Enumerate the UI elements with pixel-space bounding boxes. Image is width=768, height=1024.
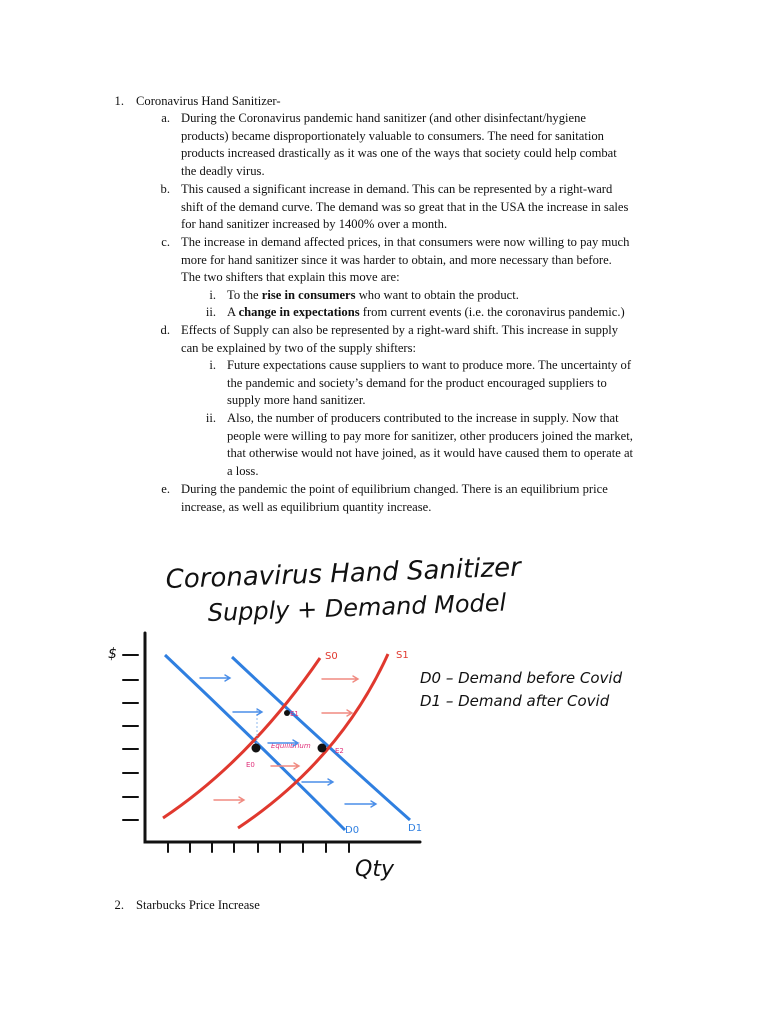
q1e-line-1: During the pandemic the point of equilibrium changed. There is an equilibrium price <box>181 482 608 496</box>
q1d-ii-line-4: a loss. <box>227 463 259 478</box>
q1e-line-2: increase, as well as equilibrium quantity increase. <box>181 499 432 514</box>
q1d-ii-line-1: Also, the number of producers contributed to the increase in supply. Now that <box>227 411 619 425</box>
x-axis-label: Qty <box>355 857 394 882</box>
q1d-i-line-2: the pandemic and society’s demand for the product encouraged suppliers to <box>227 375 607 390</box>
supply-curve-s0 <box>163 658 320 818</box>
q1b-line-3: for hand sanitizer increased by 1400% over a month. <box>181 217 448 231</box>
demand-shift-arrows <box>200 675 376 807</box>
q1c-marker: c. <box>161 235 170 249</box>
q1c-line-3: The two shifters that explain this move are: <box>181 270 400 284</box>
q1d-marker: d. <box>160 323 170 337</box>
q1e-marker: e. <box>161 482 170 496</box>
q1b-line-2: shift of the demand curve. The demand was so great that in the USA the increase in sales <box>181 199 629 214</box>
legend-d0: D0 – Demand before Covid <box>420 669 623 687</box>
q1a-line-3: products increased drastically as it was one of the ways that society could help combat <box>181 146 617 160</box>
chart-axes <box>145 633 423 842</box>
label-e1: E1 <box>290 710 299 718</box>
y-axis-label: $ <box>108 646 117 662</box>
q1c-ii-text: A change in expectations from current events (i.e. the coronavirus pandemic.) <box>227 305 625 319</box>
q1d-ii-line-2: people were willing to pay more for sanitizer, other producers joined the market, <box>227 428 633 443</box>
q1d-line-1: Effects of Supply can also be represented by a right-ward shift. This increase in supply <box>181 323 619 337</box>
q2-number: 2. <box>114 898 124 912</box>
q1c-line-2: more for hand sanitizer since it was harder to obtain, and more necessary than before. <box>181 252 612 267</box>
legend-d1: D1 – Demand after Covid <box>420 692 610 710</box>
y-axis-ticks <box>123 655 138 820</box>
q1d-ii-line-3: that otherwise would not have joined, as it would have caused them to operate at <box>227 446 634 460</box>
q1a-line-4: the deadly virus. <box>181 163 265 178</box>
label-e0: E0 <box>246 761 255 769</box>
q1c-i-text: To the rise in consumers who want to obtain the product. <box>227 288 519 302</box>
q1c-i-marker: i. <box>209 288 216 302</box>
label-d0: D0 <box>345 825 360 836</box>
q1b-marker: b. <box>160 182 170 196</box>
label-s0: S0 <box>325 651 338 662</box>
q1a-line-2: products) became disproportionately valuable to consumers. The need for sanitation <box>181 128 604 143</box>
q1d-i-line-1: Future expectations cause suppliers to want to produce more. The uncertainty of <box>227 358 632 372</box>
q1-title: Coronavirus Hand Sanitizer- <box>136 94 281 108</box>
q2-title: Starbucks Price Increase <box>136 898 260 912</box>
label-e2: E2 <box>335 747 344 755</box>
sketch-title-line1: Coronavirus Hand Sanitizer <box>165 552 522 595</box>
demand-curve-d1 <box>232 657 410 820</box>
supply-curve-s1 <box>238 654 388 828</box>
q1b-line-1: This caused a significant increase in demand. This can be represented by a right-ward <box>181 182 613 196</box>
point-e2 <box>318 744 327 753</box>
q1d-ii-marker: ii. <box>205 411 216 425</box>
q1-number: 1. <box>114 94 124 108</box>
q1d-i-line-3: supply more hand sanitizer. <box>227 393 366 407</box>
label-d1: D1 <box>408 823 423 834</box>
point-e0 <box>252 744 261 753</box>
demand-curve-d0 <box>165 655 345 830</box>
q1d-i-marker: i. <box>209 358 216 372</box>
q1a-marker: a. <box>161 111 170 125</box>
equilibrium-note: Equilibrium <box>271 742 311 750</box>
q1a-line-1: During the Coronavirus pandemic hand sanitizer (and other disinfectant/hygiene <box>181 111 586 125</box>
q1d-line-2: can be explained by two of the supply shifters: <box>181 340 417 355</box>
label-s1: S1 <box>396 650 409 661</box>
q1c-line-1: The increase in demand affected prices, in that consumers were now willing to pay much <box>181 235 630 249</box>
sketch-title-line2: Supply + Demand Model <box>207 588 507 627</box>
q1c-ii-marker: ii. <box>205 305 216 319</box>
